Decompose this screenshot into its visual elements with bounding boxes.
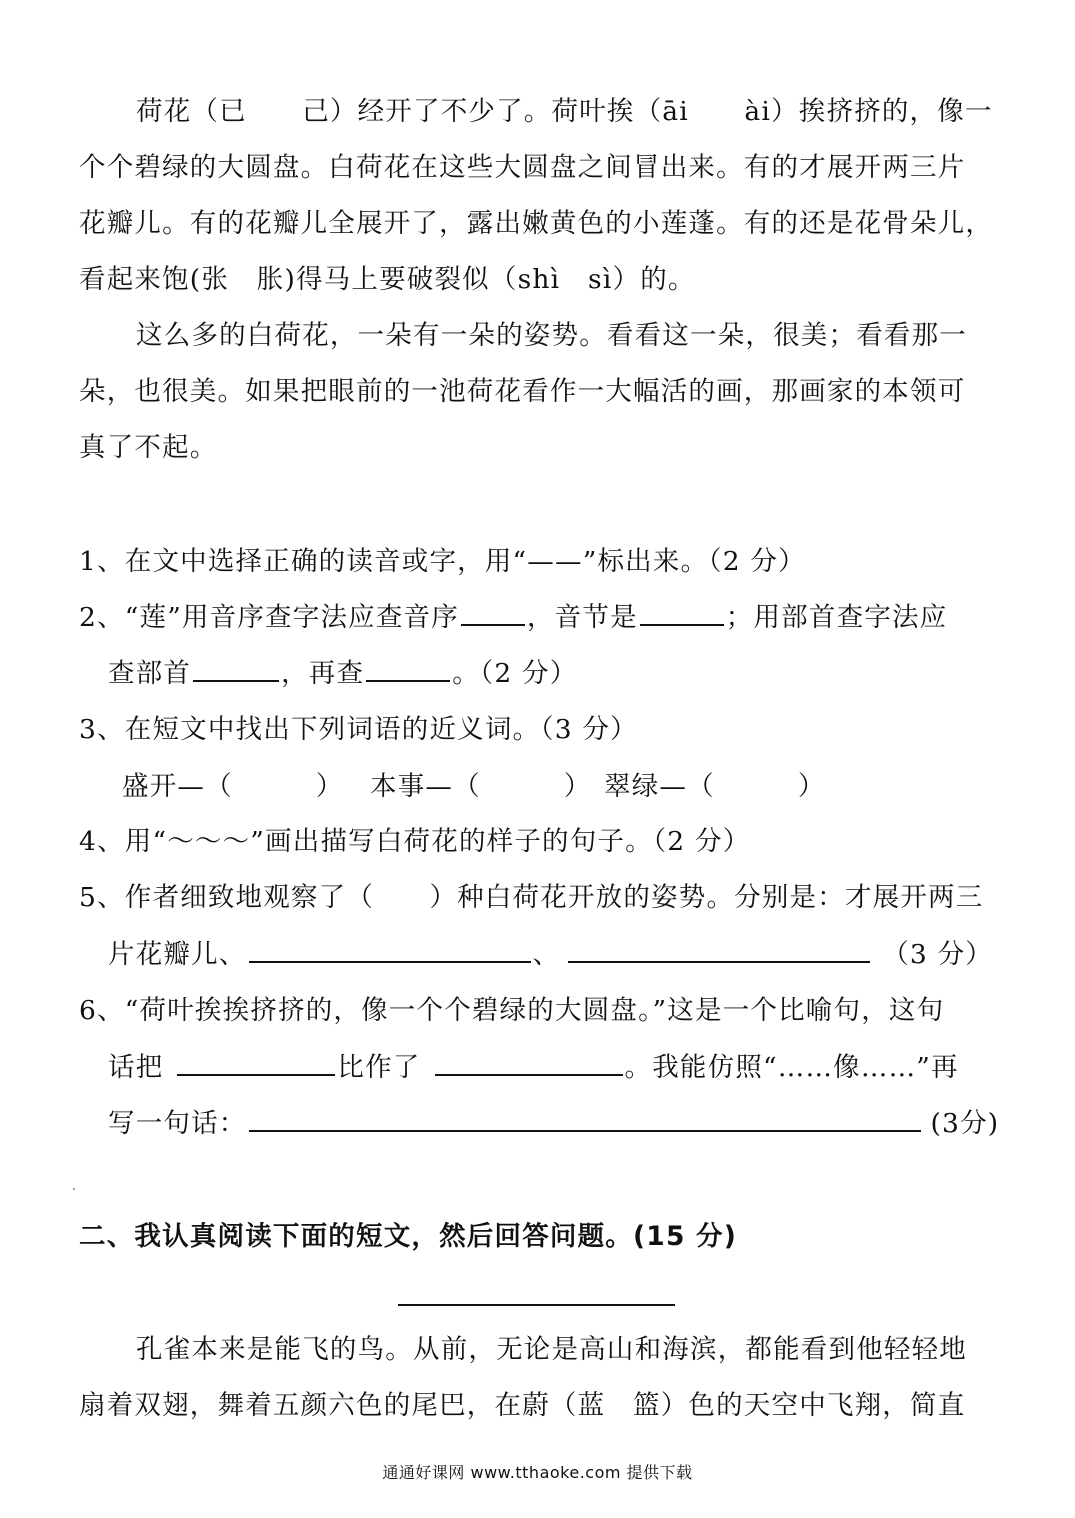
answer-blank-bihua[interactable] [366, 654, 450, 682]
passage-1-line-6: 朵，也很美。如果把眼前的一池荷花看作一大幅活的画，那画家的本领可 [79, 376, 966, 407]
passage-2-title-blank[interactable] [398, 1304, 675, 1306]
question-3-word-3[interactable]: 翠绿—（ ） [604, 771, 826, 802]
question-2-line-2 [108, 654, 577, 694]
passage-1-line-2: 个个碧绿的大圆盘。白荷花在这些大圆盘之间冒出来。有的才展开两三片 [79, 152, 966, 183]
question-2-text-b: ，音节是 [526, 602, 638, 633]
scan-speck [73, 1188, 75, 1190]
question-6-line-3 [108, 1104, 999, 1144]
question-5-line-2 [108, 935, 993, 975]
question-2-text-c: ；用部首查字法应 [725, 602, 948, 633]
question-5-score: （3 分） [882, 939, 993, 970]
question-2-text-f: 。（2 分） [452, 658, 578, 689]
passage-1-line-5: 这么多的白荷花，一朵有一朵的姿势。看看这一朵，很美；看看那一 [136, 320, 967, 351]
answer-blank-bushou[interactable] [193, 654, 279, 682]
question-5-text-b: 片花瓣儿、 [108, 939, 247, 970]
section-2-heading: 二、我认真阅读下面的短文，然后回答问题。(15 分) [79, 1221, 738, 1252]
question-6-line-2 [108, 1048, 959, 1088]
answer-blank-posture-3[interactable] [568, 935, 870, 963]
passage-1-line-1: 荷花（已 己）经开了不少了。荷叶挨（āi ài）挨挤挤的，像一 [136, 96, 993, 127]
question-3-word-2[interactable]: 本事—（ ） [370, 771, 592, 802]
question-2-line-1 [79, 598, 947, 638]
question-2-text-a: 2、“莲”用音序查字法应查音序 [79, 602, 459, 633]
passage-2-line-1: 孔雀本来是能飞的鸟。从前，无论是高山和海滨，都能看到他轻轻地 [136, 1334, 967, 1365]
question-6-score: (3分) [930, 1108, 1000, 1139]
passage-1-line-3: 花瓣儿。有的花瓣儿全展开了，露出嫩黄色的小莲蓬。有的还是花骨朵儿， [79, 208, 994, 239]
answer-blank-posture-2[interactable] [249, 935, 531, 963]
question-4: 4、用“～～～”画出描写白荷花的样子的句子。（2 分） [79, 826, 751, 857]
question-2-text-e: ，再查 [281, 658, 365, 689]
question-3-word-1[interactable]: 盛开—（ ） [122, 771, 344, 802]
question-6-text-e: 写一句话： [108, 1108, 247, 1139]
question-1: 1、在文中选择正确的读音或字，用“——”标出来。（2 分） [79, 546, 806, 577]
passage-1-line-7: 真了不起。 [79, 432, 218, 463]
question-6-line-1: 6、“荷叶挨挨挤挤的，像一个个碧绿的大圆盘。”这是一个比喻句，这句 [79, 995, 945, 1026]
answer-blank-subject[interactable] [177, 1048, 335, 1076]
answer-blank-object[interactable] [435, 1048, 623, 1076]
question-5-text-c: 、 [532, 939, 561, 970]
question-6-text-d: 。我能仿照“……像……”再 [624, 1052, 959, 1083]
passage-2-line-2: 扇着双翅，舞着五颜六色的尾巴，在蔚（蓝 篮）色的天空中飞翔，简直 [79, 1390, 966, 1421]
footer-credit: 通通好课网 www.tthaoke.com 提供下载 [382, 1463, 693, 1482]
answer-blank-yinxu[interactable] [461, 598, 525, 626]
question-6-text-b: 话把 [108, 1052, 164, 1083]
question-6-text-c: 比作了 [337, 1052, 421, 1083]
answer-blank-sentence[interactable] [249, 1104, 921, 1132]
question-3: 3、在短文中找出下列词语的近义词。（3 分） [79, 714, 638, 745]
passage-1-line-4: 看起来饱(张 胀)得马上要破裂似（shì sì）的。 [79, 264, 696, 295]
answer-blank-yinjie[interactable] [640, 598, 724, 626]
question-2-text-d: 查部首 [108, 658, 192, 689]
question-5-line-1: 5、作者细致地观察了（ ）种白荷花开放的姿势。分别是：才展开两三 [79, 882, 984, 913]
